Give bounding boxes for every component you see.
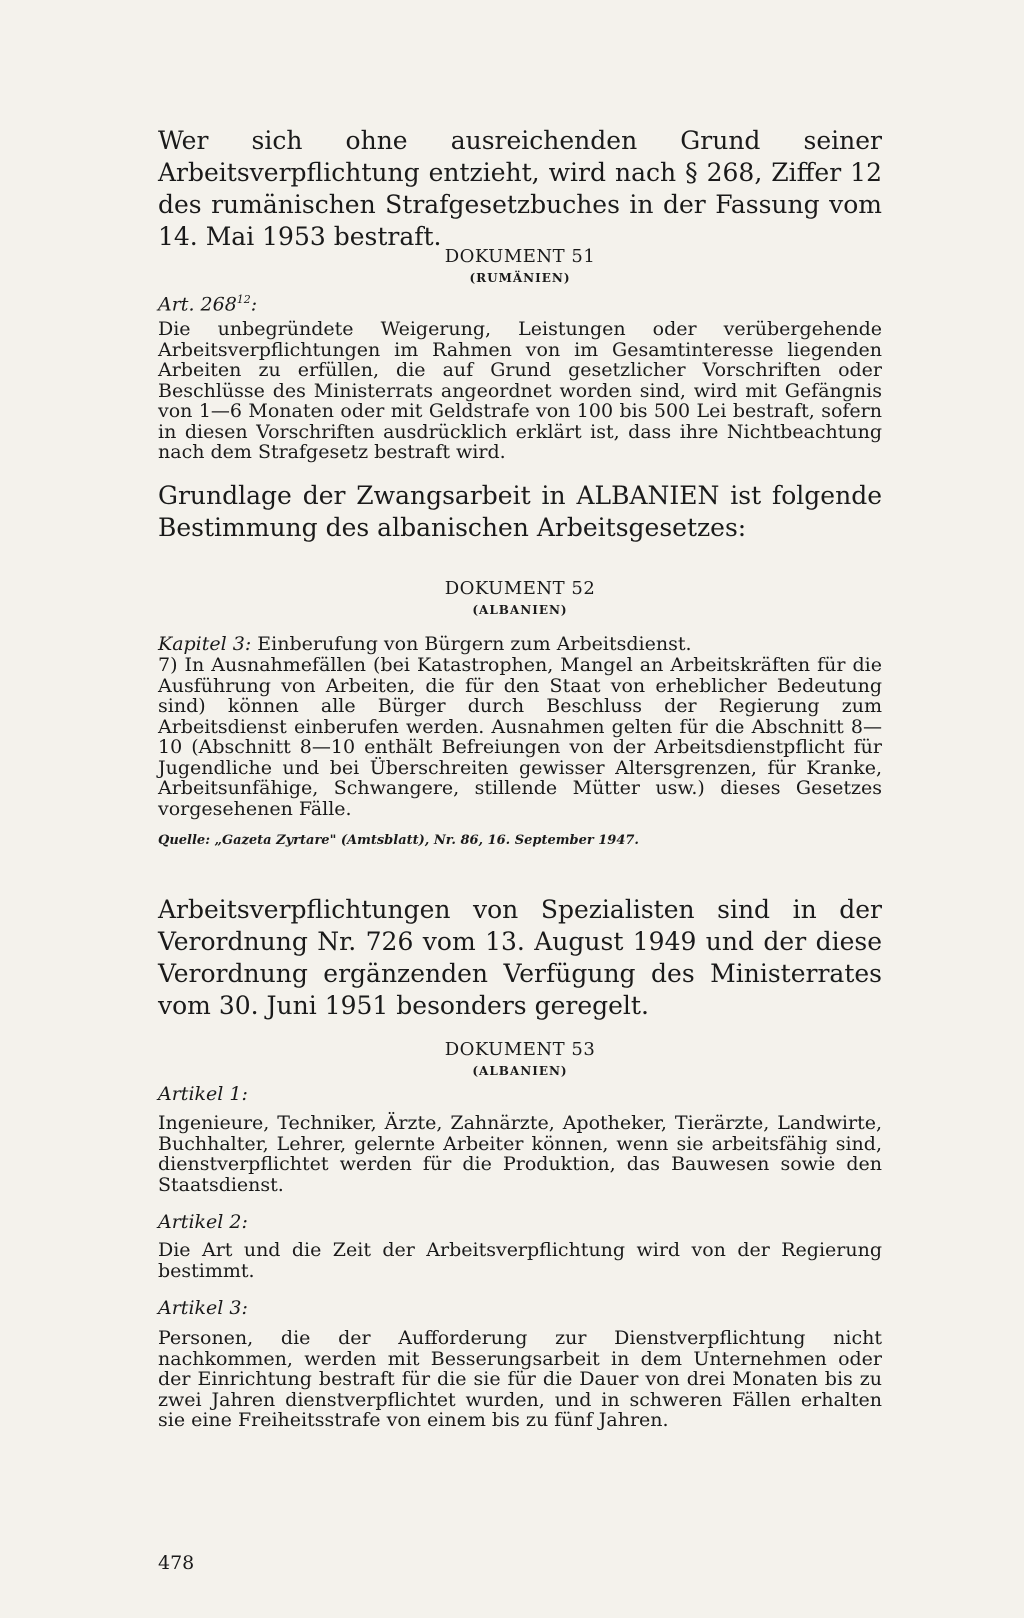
artikel-1-label: Artikel 1: [158, 1083, 248, 1105]
dokument-53-title: DOKUMENT 53 [444, 1039, 596, 1060]
artikel-1-text: Ingenieure, Techniker, Ärzte, Zahnärzte, Apotheker, Tierärzte, Landwirte, Buchhalter, Lehrer, gelernte Arbeiter können, wenn sie arbeitsfähig sind, dienstverpflichtet werden für die Produktion, das Bauwesen sowie den Staatsdienst. [158, 1112, 882, 1196]
page-number: 478 [158, 1552, 195, 1574]
artikel-3-label: Artikel 3: [158, 1297, 248, 1319]
article-colon: : [250, 293, 258, 316]
article-number: Art. 268 [158, 293, 237, 316]
artikel-3-text: Personen, die der Aufforderung zur Dienstverpflichtung nicht nachkommen, werden mit Besserungsarbeit in dem Unternehmen oder der Einrichtung bestraft für die sie für die Dauer von drei Monaten bis zu zwei Jahren dienstverpflichtet wurden, und in schweren Fällen erhalten sie eine Freiheitsstrafe von einem bis zu fünf Jahren. [158, 1327, 882, 1431]
dokument-51-article-label [158, 288, 257, 316]
intro-paragraph-spezialisten: Arbeitsverpflichtungen von Spezialisten sind in der Verordnung Nr. 726 vom 13. August 1949 und der diese Verordnung ergänzenden Verfügung des Ministerrates vom 30. Juni 1951 besonders geregelt. [158, 895, 882, 1020]
intro-paragraph-rumaenien: Wer sich ohne ausreichenden Grund seiner Arbeitsverpflichtung entzieht, wird nach § 268, Ziffer 12 des rumänischen Strafgesetzbuches in der Fassung vom 14. Mai 1953 bestraft. [158, 126, 882, 251]
artikel-2-label: Artikel 2: [158, 1211, 248, 1233]
book-page [158, 0, 882, 1618]
dokument-51-heading [158, 246, 882, 286]
dokument-53-country: (ALBANIEN) [472, 1064, 568, 1078]
chapter-title: Einberufung von Bürgern zum Arbeitsdienst. [257, 633, 692, 655]
dokument-53-heading [158, 1039, 882, 1079]
dokument-52-title: DOKUMENT 52 [444, 578, 596, 599]
artikel-2-text: Die Art und die Zeit der Arbeitsverpflichtung wird von der Regierung bestimmt. [158, 1239, 882, 1282]
chapter-label: Kapitel 3: [158, 633, 252, 655]
intro-paragraph-albanien: Grundlage der Zwangsarbeit in ALBANIEN ist folgende Bestimmung des albanischen Arbeitsgesetzes: [158, 481, 882, 542]
dokument-51-title: DOKUMENT 51 [444, 246, 596, 267]
article-superscript: 12 [236, 293, 251, 306]
dokument-52-heading [158, 578, 882, 618]
dokument-51-text: Die unbegründete Weigerung, Leistungen oder verübergehende Arbeitsverpflichtungen im Rahmen von im Gesamtinteresse liegenden Arbeiten zu erfüllen, die auf Grund gesetzlicher Vorschriften oder Beschlüsse des Ministerrats angeordnet worden sind, wird mit Gefängnis von 1—6 Monaten oder mit Geldstrafe von 100 bis 500 Lei bestraft, sofern in diesen Vorschriften ausdrücklich erklärt ist, dass ihre Nichtbeachtung nach dem Strafgesetz bestraft wird. [158, 318, 882, 463]
dokument-51-country: (RUMÄNIEN) [469, 271, 571, 285]
dokument-52-chapter [158, 634, 882, 655]
dokument-52-source: Quelle: „Gazeta Zyrtare" (Amtsblatt), Nr. 86, 16. September 1947. [158, 833, 639, 848]
dokument-52-text: 7) In Ausnahmefällen (bei Katastrophen, Mangel an Arbeitskräften für die Ausführung von Arbeiten, die für den Staat von erheblicher Bedeutung sind) können alle Bürger durch Beschluss der Regierung zum Arbeitsdienst einberufen werden. Ausnahmen gelten für die Abschnitt 8—10 (Abschnitt 8—10 enthält Befreiungen von der Arbeitsdienstpflicht für Jugendliche und bei Überschreiten gewisser Altersgrenzen, für Kranke, Arbeitsunfähige, Schwangere, stillende Mütter usw.) dieses Gesetzes vorgesehenen Fälle. [158, 654, 882, 820]
dokument-52-country: (ALBANIEN) [472, 603, 568, 617]
